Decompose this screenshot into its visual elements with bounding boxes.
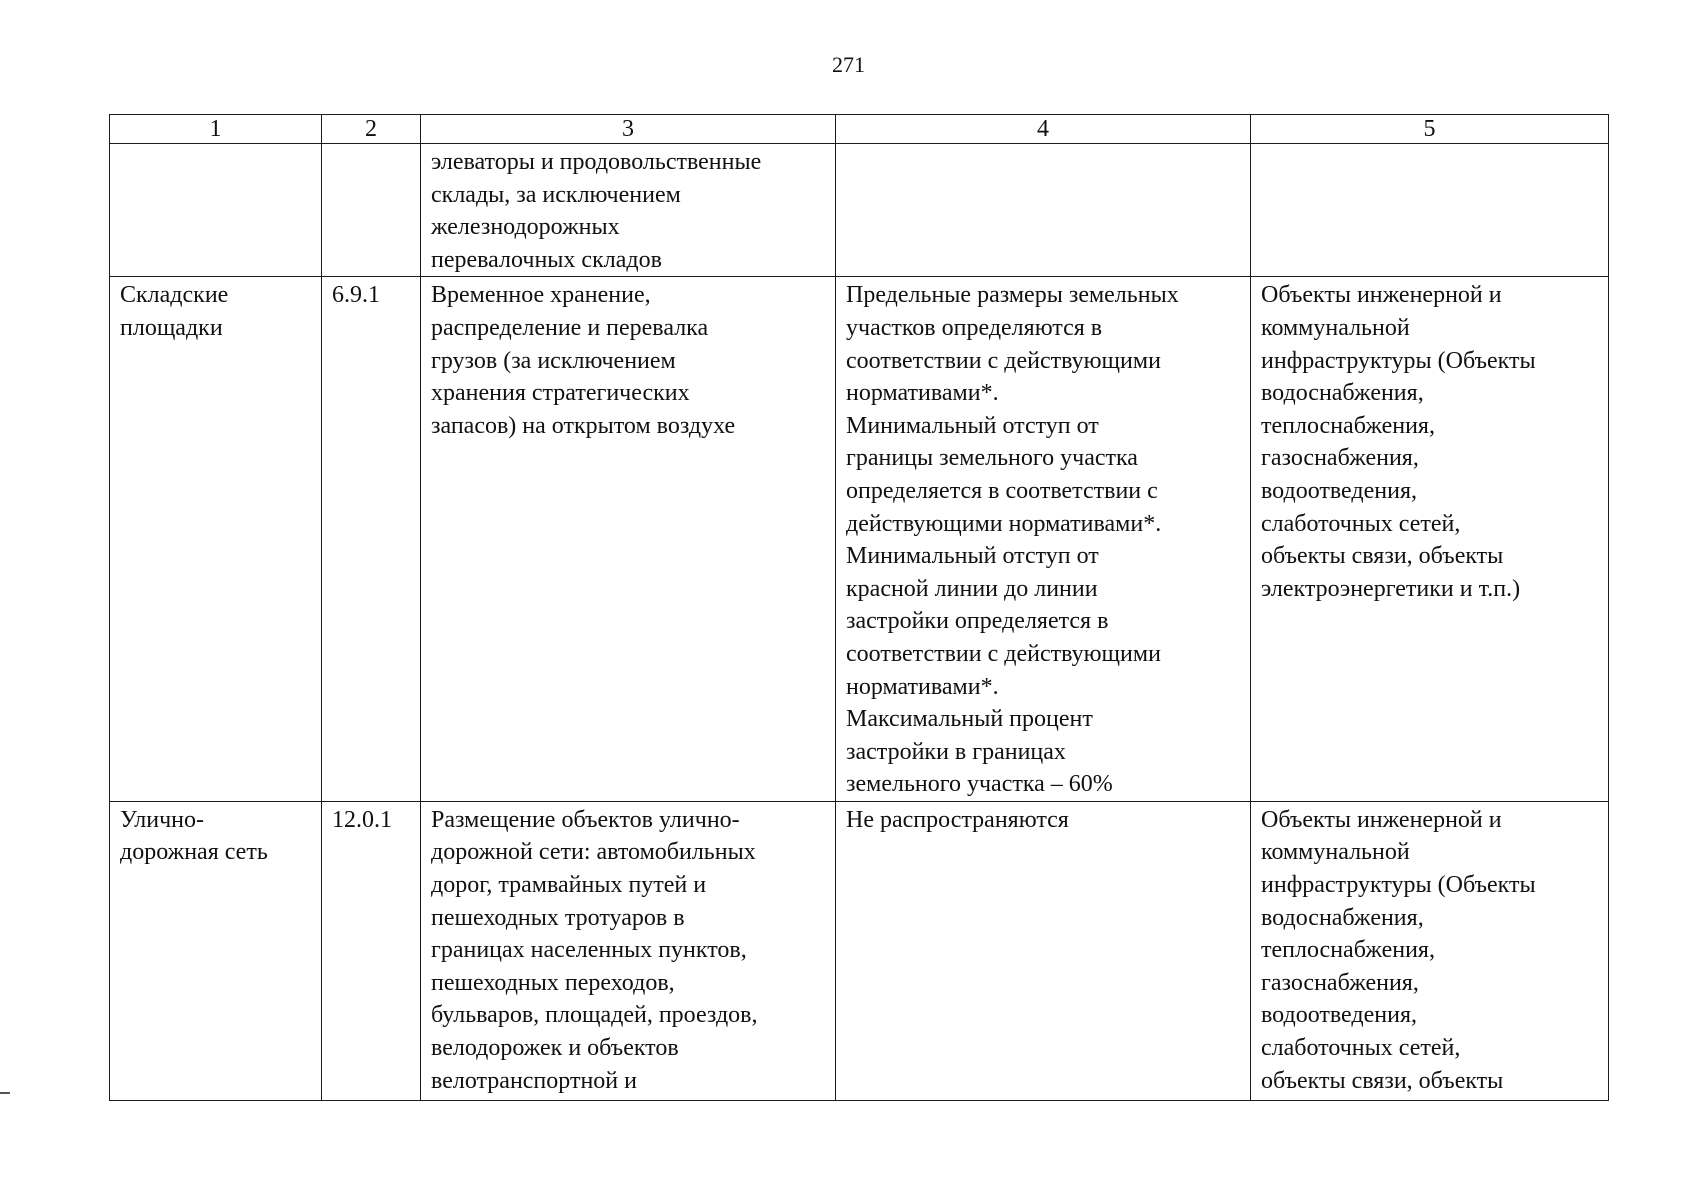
page-number: 271 (832, 52, 865, 77)
table-row-street-network (110, 801, 1609, 1100)
table-row-storage-areas (110, 277, 1609, 802)
table-row-continuation (110, 144, 1609, 277)
table-header-row (110, 115, 1609, 144)
cell-use-description: Временное хранение, распределение и перевалка грузов (за исключением хранения стратегических запасов) на открытом воздухе (421, 277, 836, 802)
cell-parameters (836, 144, 1251, 277)
cell-use-description: элеваторы и продовольственные склады, за исключением железнодорожных перевалочных складов (421, 144, 836, 277)
column-header-5: 5 (1251, 115, 1609, 144)
cell-use-code: 6.9.1 (322, 277, 421, 802)
column-header-4: 4 (836, 115, 1251, 144)
column-header-3: 3 (421, 115, 836, 144)
cell-use-code (322, 144, 421, 277)
cell-auxiliary-uses: Объекты инженерной и коммунальной инфраструктуры (Объекты водоснабжения, теплоснабжения, газоснабжения, водоотведения, слаботочных сетей, объекты связи, объекты электроэнергетики и т.п.) (1251, 277, 1609, 802)
cell-use-name: Складские площадки (110, 277, 322, 802)
cell-use-code: 12.0.1 (322, 801, 421, 1100)
column-header-2: 2 (322, 115, 421, 144)
column-header-1: 1 (110, 115, 322, 144)
cell-auxiliary-uses (1251, 144, 1609, 277)
cell-use-description: Размещение объектов улично- дорожной сети: автомобильных дорог, трамвайных путей и пешеходных тротуаров в границах населенных пунктов, пешеходных переходов, бульваров, площадей, проездов, велодорожек и объектов велотранспортной и (421, 801, 836, 1100)
scan-margin-mark (0, 1092, 10, 1094)
cell-auxiliary-uses: Объекты инженерной и коммунальной инфраструктуры (Объекты водоснабжения, теплоснабжения, газоснабжения, водоотведения, слаботочных сетей, объекты связи, объекты (1251, 801, 1609, 1100)
cell-parameters: Предельные размеры земельных участков определяются в соответствии с действующими нормативами*. Минимальный отступ от границы земельного участка определяется в соответствии с действующими нормативами*. Минимальный отступ от красной линии до линии застройки определяется в соответствии с действующими нормативами*. Максимальный процент застройки в границах земельного участка – 60% (836, 277, 1251, 802)
cell-parameters: Не распространяются (836, 801, 1251, 1100)
cell-use-name: Улично- дорожная сеть (110, 801, 322, 1100)
cell-use-name (110, 144, 322, 277)
land-use-table (109, 114, 1609, 1101)
